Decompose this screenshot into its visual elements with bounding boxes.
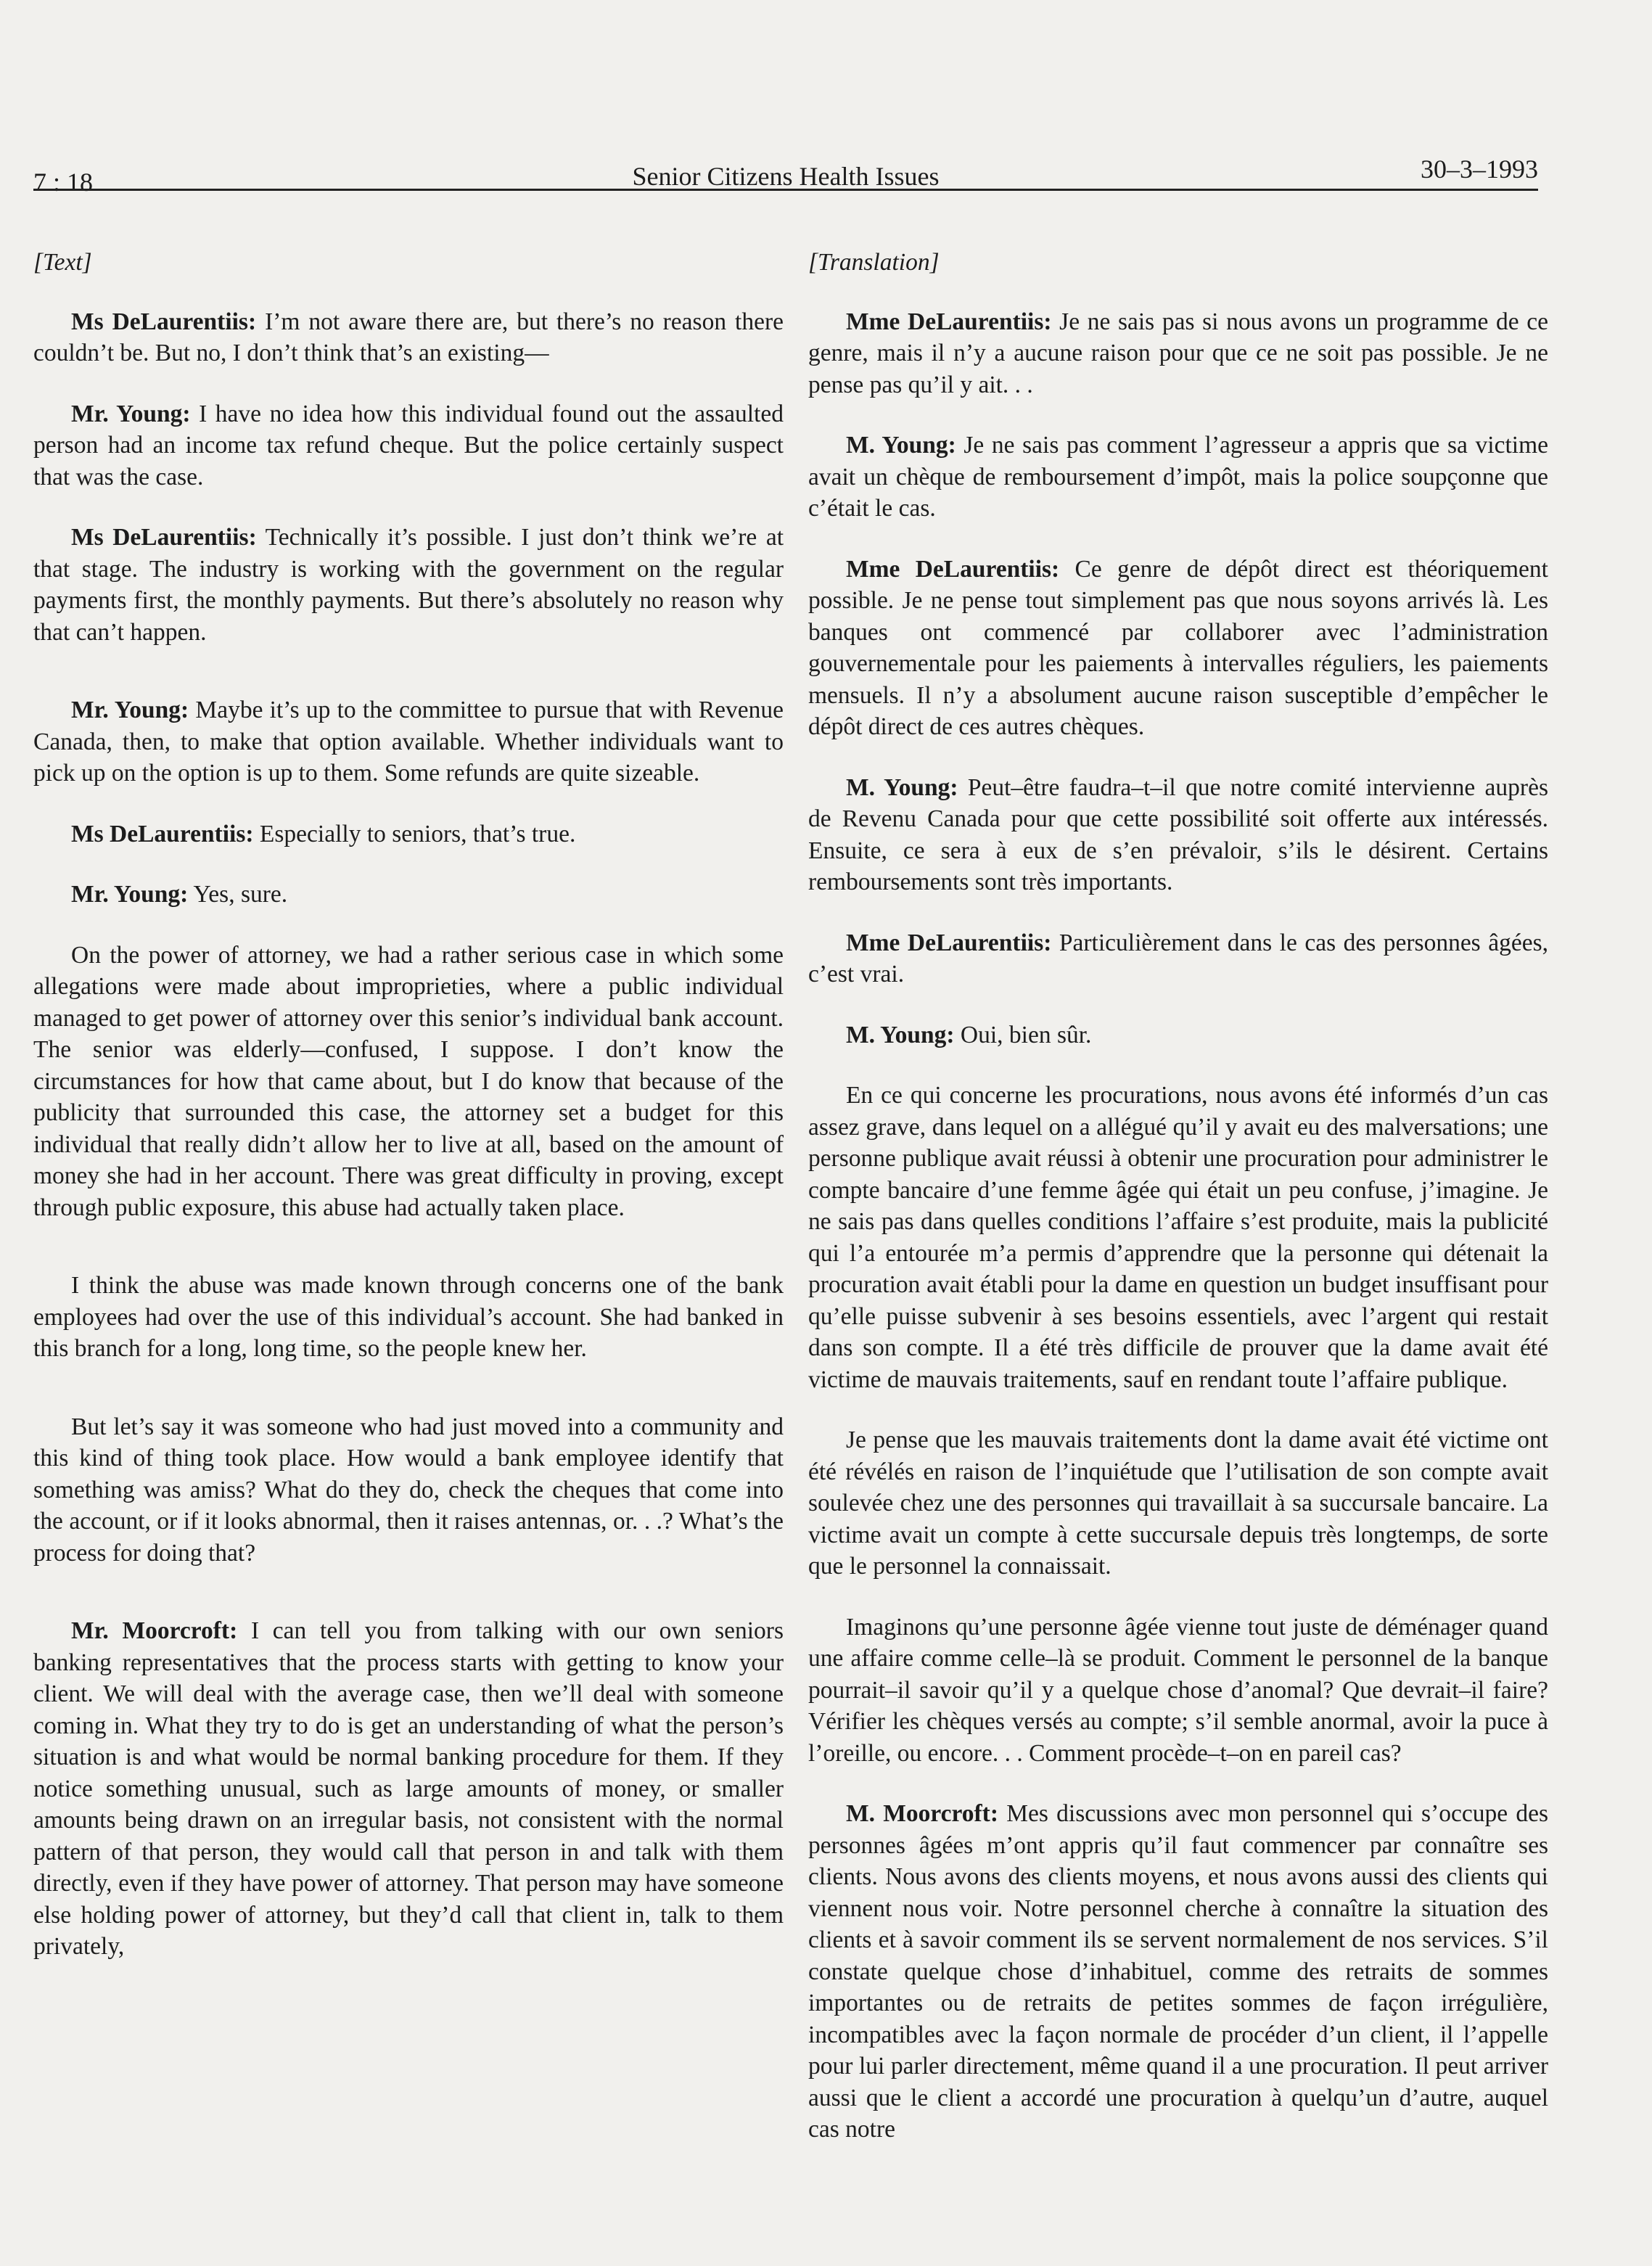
speaker-name: Mme DeLaurentiis: xyxy=(846,555,1060,583)
speech-text: Je ne sais pas si nous avons un programme de ce genre, mais il n’y a aucune raison pour que ce ne soit pas possible. Je ne pense pas qu’il y ait. . . xyxy=(808,308,1548,398)
english-column xyxy=(33,247,784,1992)
transcript-paragraph xyxy=(808,1080,1548,1395)
speech-text: Je ne sais pas comment l’agresseur a appris que sa victime avait un chèque de remboursement d’impôt, mais la police soupçonne que c’était le cas. xyxy=(808,432,1548,522)
speech-text: Particulièrement dans le cas des personnes âgées, c’est vrai. xyxy=(808,929,1548,988)
speech-text: Ce genre de dépôt direct est théoriquement possible. Je ne pense tout simplement pas que nous soyons arrivés là. Les banques ont commencé par collaborer avec l’administration gouvernementale pour les paiements à intervalles réguliers, les paiements mensuels. Il n’y a absolument aucune raison susceptible d’empêcher le dépôt direct de ces autres chèques. xyxy=(808,555,1548,740)
speaker-name: Ms DeLaurentiis: xyxy=(71,308,257,335)
speech-text: Je pense que les mauvais traitements dont la dame avait été victime ont été révélés en raison de l’inquiétude que l’utilisation de son compte avait soulevée chez une des personnes qui travaillait à sa succursale bancaire. La victime avait un compte à cette succursale depuis très longtemps, de sorte que le personnel la connaissait. xyxy=(808,1426,1548,1580)
transcript-paragraph xyxy=(808,772,1548,898)
transcript-paragraph xyxy=(808,1424,1548,1582)
speech-text: En ce qui concerne les procurations, nous avons été informés d’un cas assez grave, dans lequel on a allégué qu’il y avait eu des malversations; une personne publique avait réussi à obtenir une procuration pour administrer le compte bancaire d’une femme âgée qui était un peu confuse, j’imagine. Je ne sais pas dans quelles conditions l’affaire s’est produite, mais la publicité qui l’a entourée m’a permis d’apprendre que la personne qui détenait la procuration avait établi pour la dame en question un budget insuffisant pour qu’elle puisse subvenir à ses besoins essentiels, avec l’argent qui restait dans son compte. Il a été très difficile de prouver que la dame avait été victime de mauvais traitements, sauf en rendant toute l’affaire publique. xyxy=(808,1082,1548,1393)
transcript-paragraph xyxy=(33,940,784,1224)
speech-text: Technically it’s possible. I just don’t think we’re at that stage. The industry is working with the government on the regular payments first, the monthly payments. But there’s absolutely no reason why that can’t happen. xyxy=(33,524,784,646)
speaker-name: M. Moorcroft: xyxy=(846,1800,998,1827)
transcript-paragraph xyxy=(33,1615,784,1963)
speech-text: Yes, sure. xyxy=(188,881,288,908)
transcript-paragraph xyxy=(808,1798,1548,2146)
speaker-name: Mr. Moorcroft: xyxy=(71,1617,238,1644)
speaker-name: Mme DeLaurentiis: xyxy=(846,308,1052,335)
transcript-paragraph xyxy=(33,1270,784,1365)
speaker-name: Mr. Young: xyxy=(71,881,189,908)
speech-text: Maybe it’s up to the committee to pursue that with Revenue Canada, then, to make that option available. Whether individuals want to pick up on the option is up to them. Some refunds are quite sizeable. xyxy=(33,697,784,787)
speaker-name: Mme DeLaurentiis: xyxy=(846,929,1052,956)
transcript-paragraph xyxy=(33,694,784,789)
transcript-paragraph xyxy=(808,306,1548,401)
speech-text: Mes discussions avec mon personnel qui s’occupe des personnes âgées m’ont appris qu’il faut commencer par connaître ses clients. Nous avons des clients moyens, et nous avons aussi des clients qui viennent nous voir. Notre personnel cherche à connaître la situation des clients et à savoir comment ils se servent normalement de nos services. S’il constate quelque chose d’inhabituel, comme des retraits de sommes importantes ou de retraits de petites sommes de façon irrégulière, incompatibles avec la façon normale de procéder d’un client, il l’appelle pour lui parler directement, même quand il a une procuration. Il peut arriver aussi que le client a accordé une procuration à quelqu’un d’autre, auquel cas notre xyxy=(808,1800,1548,2143)
french-column xyxy=(808,247,1548,2175)
transcript-paragraph xyxy=(33,398,784,493)
speech-text: But let’s say it was someone who had just moved into a community and this kind of thing took place. How would a bank employee identify that something was amiss? What do they do, check the cheques that come into the account, or if it looks abnormal, then it raises antennas, or. . .? What’s the process for doing that? xyxy=(33,1413,784,1567)
speech-text: I think the abuse was made known through concerns one of the bank employees had over the use of this individual’s account. She had banked in this branch for a long, long time, so the people knew her. xyxy=(33,1272,784,1362)
speech-text: On the power of attorney, we had a rather serious case in which some allegations were made about improprieties, where a public individual managed to get power of attorney over this senior’s individual bank account. The senior was elderly—confused, I suppose. I don’t know the circumstances for how that came about, but I do know that because of the publicity that surrounded this case, the attorney set a budget for this individual that really didn’t allow her to live at all, based on the amount of money she had in her account. There was great difficulty in proving, except through public exposure, this abuse had actually taken place. xyxy=(33,941,784,1221)
transcript-paragraph xyxy=(33,1411,784,1569)
running-title: Senior Citizens Health Issues xyxy=(632,162,940,191)
speech-text: I can tell you from talking with our own seniors banking representatives that the process starts with getting to know your client. We will deal with the average case, then we’ll deal with someone coming in. What they try to do is get an understanding of what the person’s situation is and what would be normal banking procedure for them. If they notice something unusual, such as large amounts of money, or smaller amounts being drawn on an irregular basis, not consistent with the normal pattern of that person, they would call that person in and talk with them directly, even if they have power of attorney. That person may have someone else holding power of attorney, but they’d call that client in, talk to them privately, xyxy=(33,1617,784,1960)
transcript-paragraph xyxy=(808,927,1548,990)
transcript-paragraph xyxy=(33,306,784,369)
speaker-name: M. Young: xyxy=(846,432,956,459)
sitting-date: 30–3–1993 xyxy=(1421,155,1538,184)
transcript-paragraph xyxy=(33,818,784,850)
speaker-name: Mr. Young: xyxy=(71,697,189,723)
speech-text: Imaginons qu’une personne âgée vienne tout juste de déménager quand une affaire comme celle–là se produit. Comment le personnel de la banque pourrait–il savoir qu’il y a quelque chose d’anomal? Que devrait–il faire? Vérifier les chèques versés au compte; s’il semble anormal, avoir la puce à l’oreille, ou encore. . . Comment procède–t–on en pareil cas? xyxy=(808,1613,1548,1767)
transcript-paragraph xyxy=(808,1612,1548,1770)
speech-text: I’m not aware there are, but there’s no reason there couldn’t be. But no, I don’t think that’s an existing— xyxy=(33,308,784,366)
speaker-name: M. Young: xyxy=(846,1021,955,1048)
header-rule xyxy=(33,189,1538,191)
speech-text: Peut–être faudra–t–il que notre comité intervienne auprès de Revenu Canada pour que cette possibilité soit offerte aux intéressés. Ensuite, ce sera à eux de s’en prévaloir, s’ils le désirent. Certains remboursements sont très importants. xyxy=(808,773,1548,895)
speaker-name: Ms DeLaurentiis: xyxy=(71,820,254,847)
speaker-name: Ms DeLaurentiis: xyxy=(71,524,257,551)
text-marker: [Text] xyxy=(33,249,92,276)
speech-text: Especially to seniors, that’s true. xyxy=(253,820,576,847)
speech-text: I have no idea how this individual found out the assaulted person had an income tax refund cheque. But the police certainly suspect that was the case. xyxy=(33,400,784,490)
transcript-paragraph xyxy=(33,522,784,648)
transcript-paragraph xyxy=(808,1019,1548,1051)
speech-text: Oui, bien sûr. xyxy=(954,1021,1092,1048)
page-number: 7 : 18 xyxy=(33,168,94,197)
transcript-paragraph xyxy=(808,430,1548,525)
speaker-name: Mr. Young: xyxy=(71,400,191,427)
transcript-paragraph xyxy=(33,879,784,911)
translation-marker: [Translation] xyxy=(808,249,940,276)
transcript-paragraph xyxy=(808,554,1548,743)
speaker-name: M. Young: xyxy=(846,773,958,801)
